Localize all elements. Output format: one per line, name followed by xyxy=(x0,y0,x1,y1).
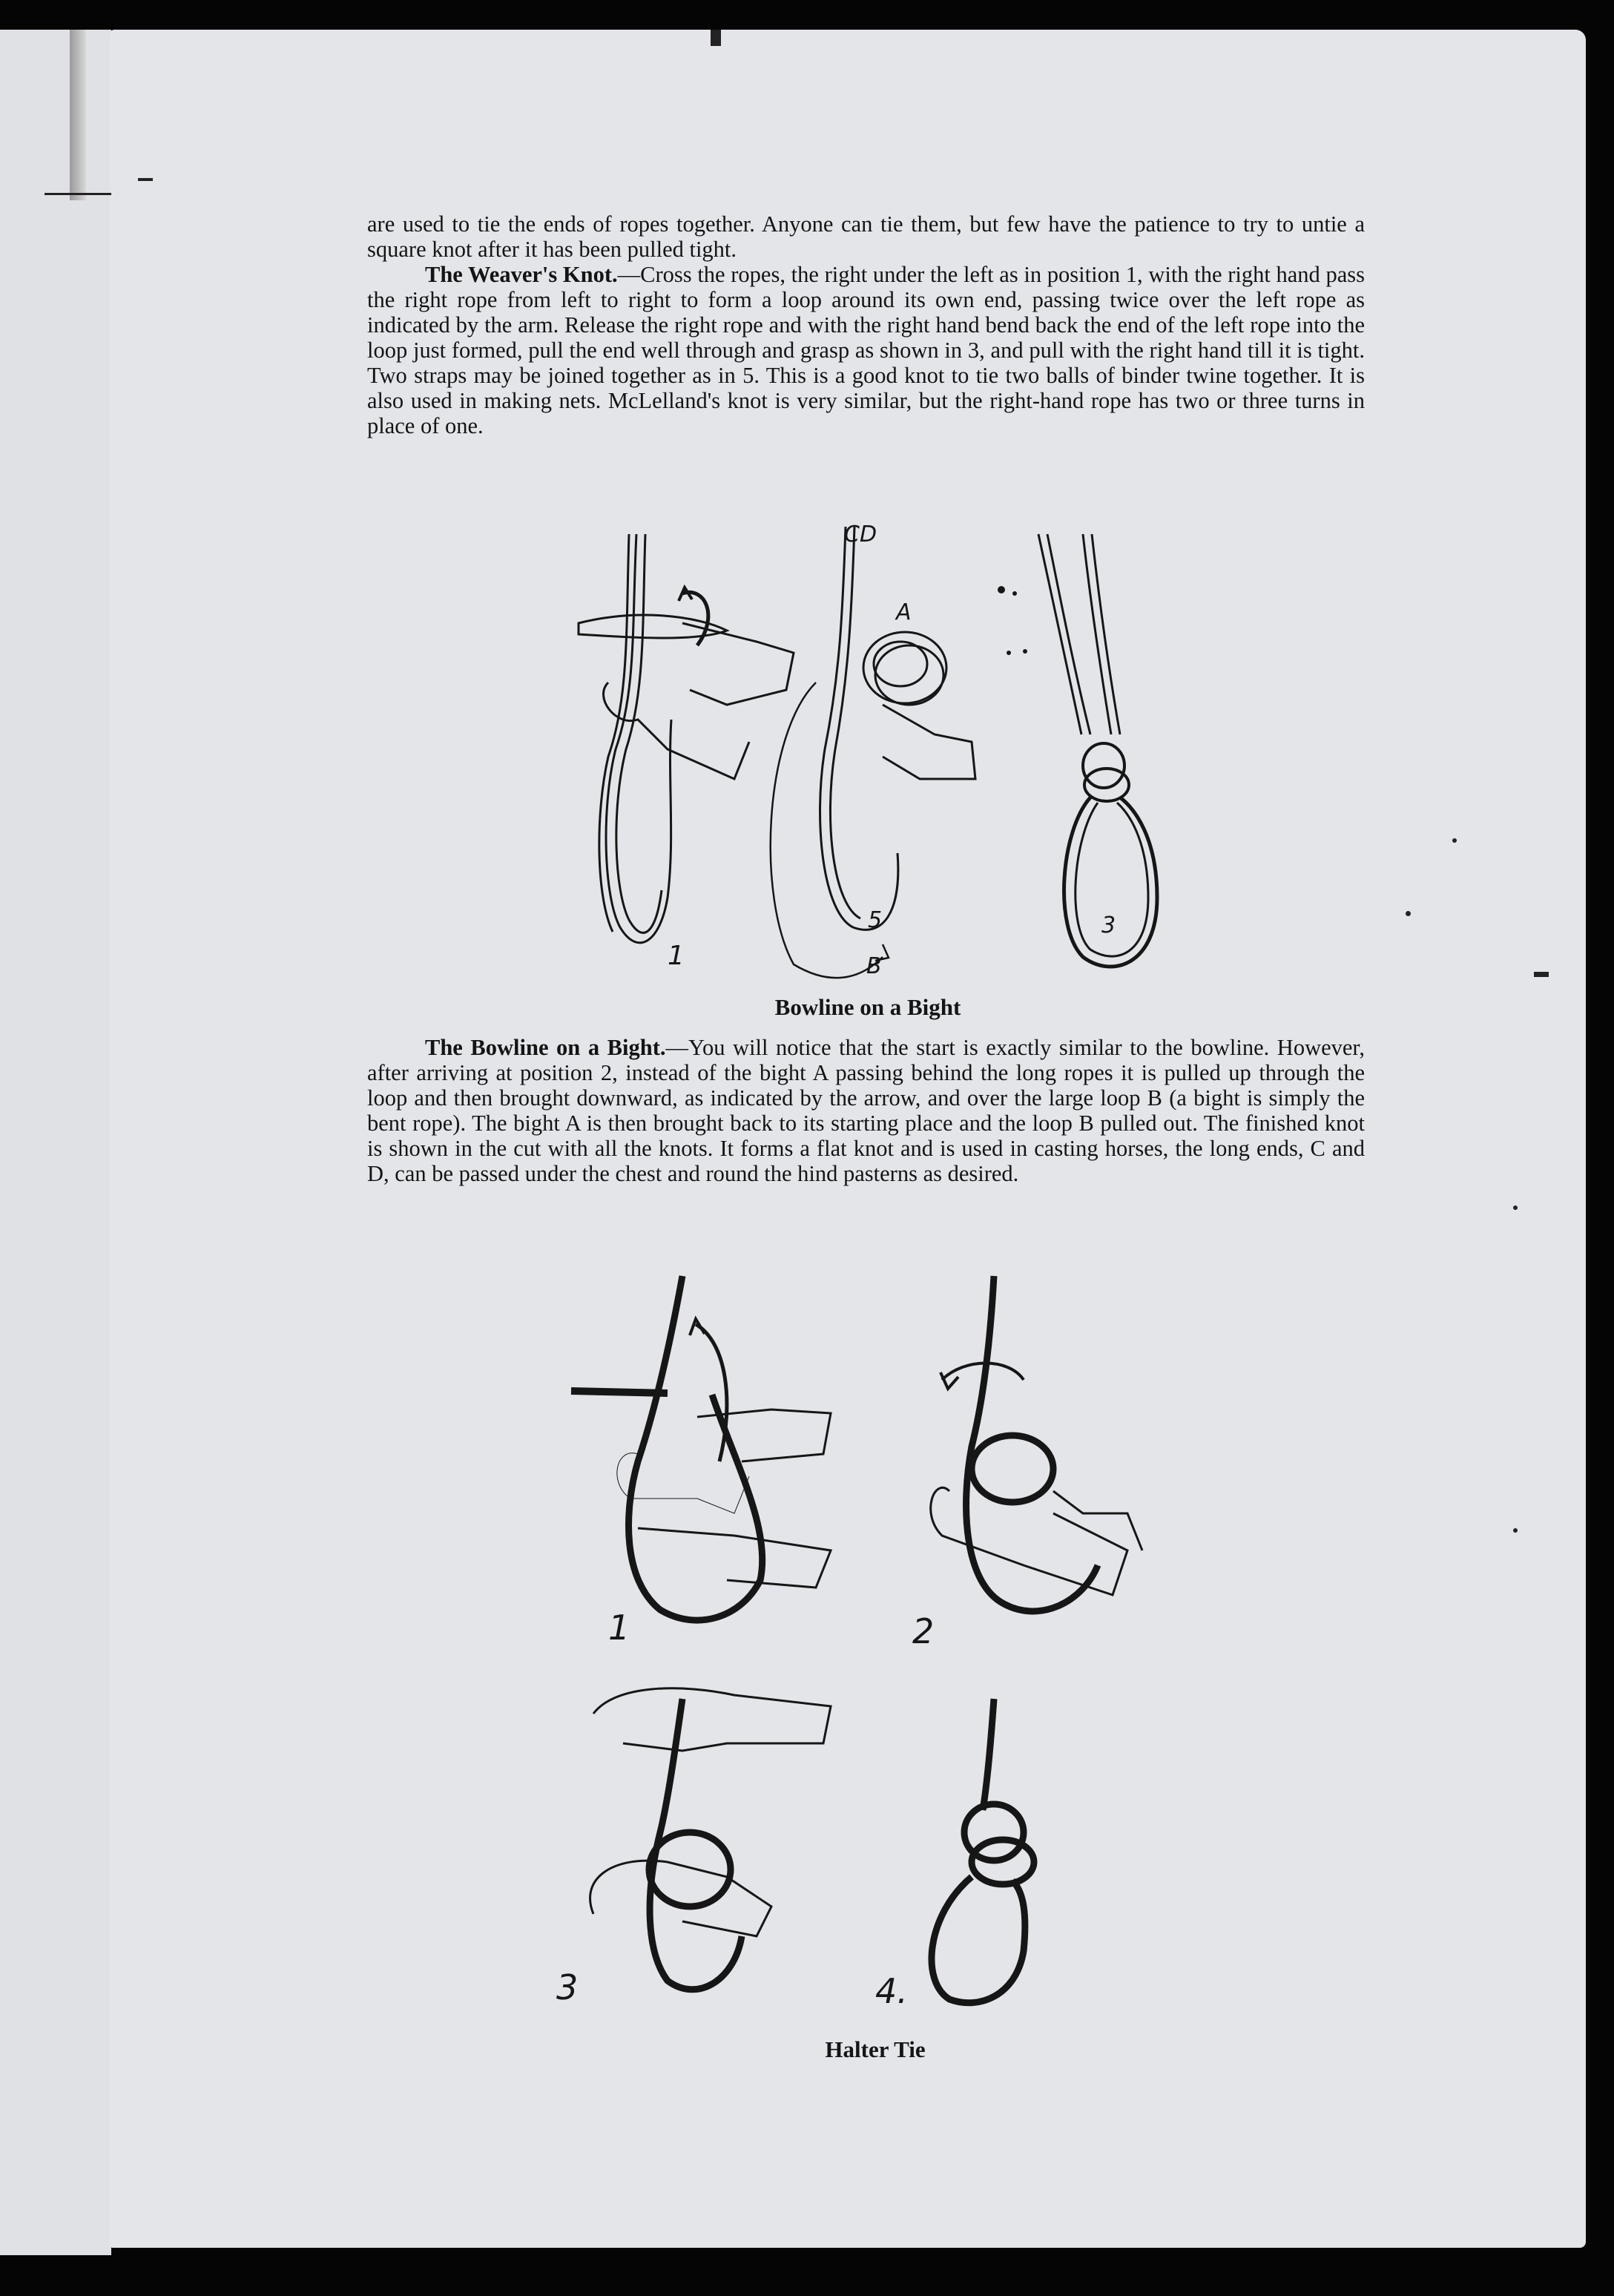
scan-mark xyxy=(1513,1205,1518,1210)
label-step-1: 1 xyxy=(668,941,685,971)
halter-step-4-drawing xyxy=(875,1699,1034,2011)
text-block-weavers-knot xyxy=(367,211,1365,438)
halter-label-2: 2 xyxy=(912,1611,935,1651)
label-top-cd: CD xyxy=(844,522,877,547)
bowline-on-a-bight-figure xyxy=(549,512,1172,987)
figure-caption-halter-tie: Halter Tie xyxy=(825,2036,926,2062)
halter-step-3-drawing xyxy=(556,1688,831,2007)
halter-label-1: 1 xyxy=(608,1608,630,1648)
bowline-body: —You will notice that the start is exactly similar to the bowline. However, after arriving at position 2, instead of the bight A passing behind the long ropes it is pulled up through the loop and then brought downward, as indicated by the arrow, and over the large loop B (a bight is simply the bent rope). The bight A is then brought back to its starting place and the loop B pulled out. The finished knot is shown in the cut with all the knots. It forms a flat knot and is used in casting horses, the long ends, C and D, can be passed under the chest and round the hind pasterns as desired. xyxy=(367,1035,1365,1186)
scan-mark xyxy=(138,178,153,181)
facing-page-edge xyxy=(0,30,111,2255)
halter-step-2-drawing xyxy=(912,1276,1142,1651)
bowline-heading: The Bowline on a Bight. xyxy=(425,1035,666,1060)
weavers-knot-body: —Cross the ropes, the right under the left as in position 1, with the right hand pass the right rope from left to right to form a loop around its own end, passing twice over the left rope as indicated by the arm. Release the right rope and with the right hand bend back the end of the left rope into the loop just formed, pull the end well through and grasp as shown in 3, and pull with the right hand till it is tight. Two straps may be joined together as in 5. This is a good knot to tie two balls of binder twine together. It is also used in making nets. McLelland's knot is very similar, but the right-hand rope has two or three turns in place of one. xyxy=(367,262,1365,438)
halter-label-3: 3 xyxy=(556,1967,579,2007)
paragraph-intro: are used to tie the ends of ropes together. Anyone can tie them, but few have the patience to try to untie a square knot after it has been pulled tight. xyxy=(367,211,1365,262)
figure-caption-bowline-on-a-bight: Bowline on a Bight xyxy=(774,994,961,1020)
scan-mark xyxy=(1452,838,1457,843)
scan-mark xyxy=(1513,1528,1518,1533)
label-loop-b: B xyxy=(866,953,882,979)
halter-step-1-drawing xyxy=(571,1276,831,1648)
scan-mark xyxy=(711,30,721,46)
paragraph-weavers-knot xyxy=(367,262,1365,438)
text-block-bowline-on-a-bight xyxy=(367,1035,1365,1186)
halter-label-4: 4. xyxy=(875,1971,908,2011)
page-shadow xyxy=(70,30,86,200)
weavers-knot-heading: The Weaver's Knot. xyxy=(425,262,618,287)
scan-mark xyxy=(1406,911,1411,916)
bowline-step-3-drawing xyxy=(1038,534,1157,967)
halter-tie-figure xyxy=(549,1269,1172,2010)
bowline-step-2-drawing xyxy=(771,522,1027,979)
label-bight-a: A xyxy=(896,599,912,625)
label-step-3: 3 xyxy=(1101,912,1116,938)
bowline-step-1-drawing xyxy=(579,534,794,971)
scan-mark xyxy=(1534,972,1549,977)
scan-mark xyxy=(45,193,111,195)
label-step-2: 5 xyxy=(868,907,883,933)
paragraph-bowline-on-a-bight xyxy=(367,1035,1365,1186)
